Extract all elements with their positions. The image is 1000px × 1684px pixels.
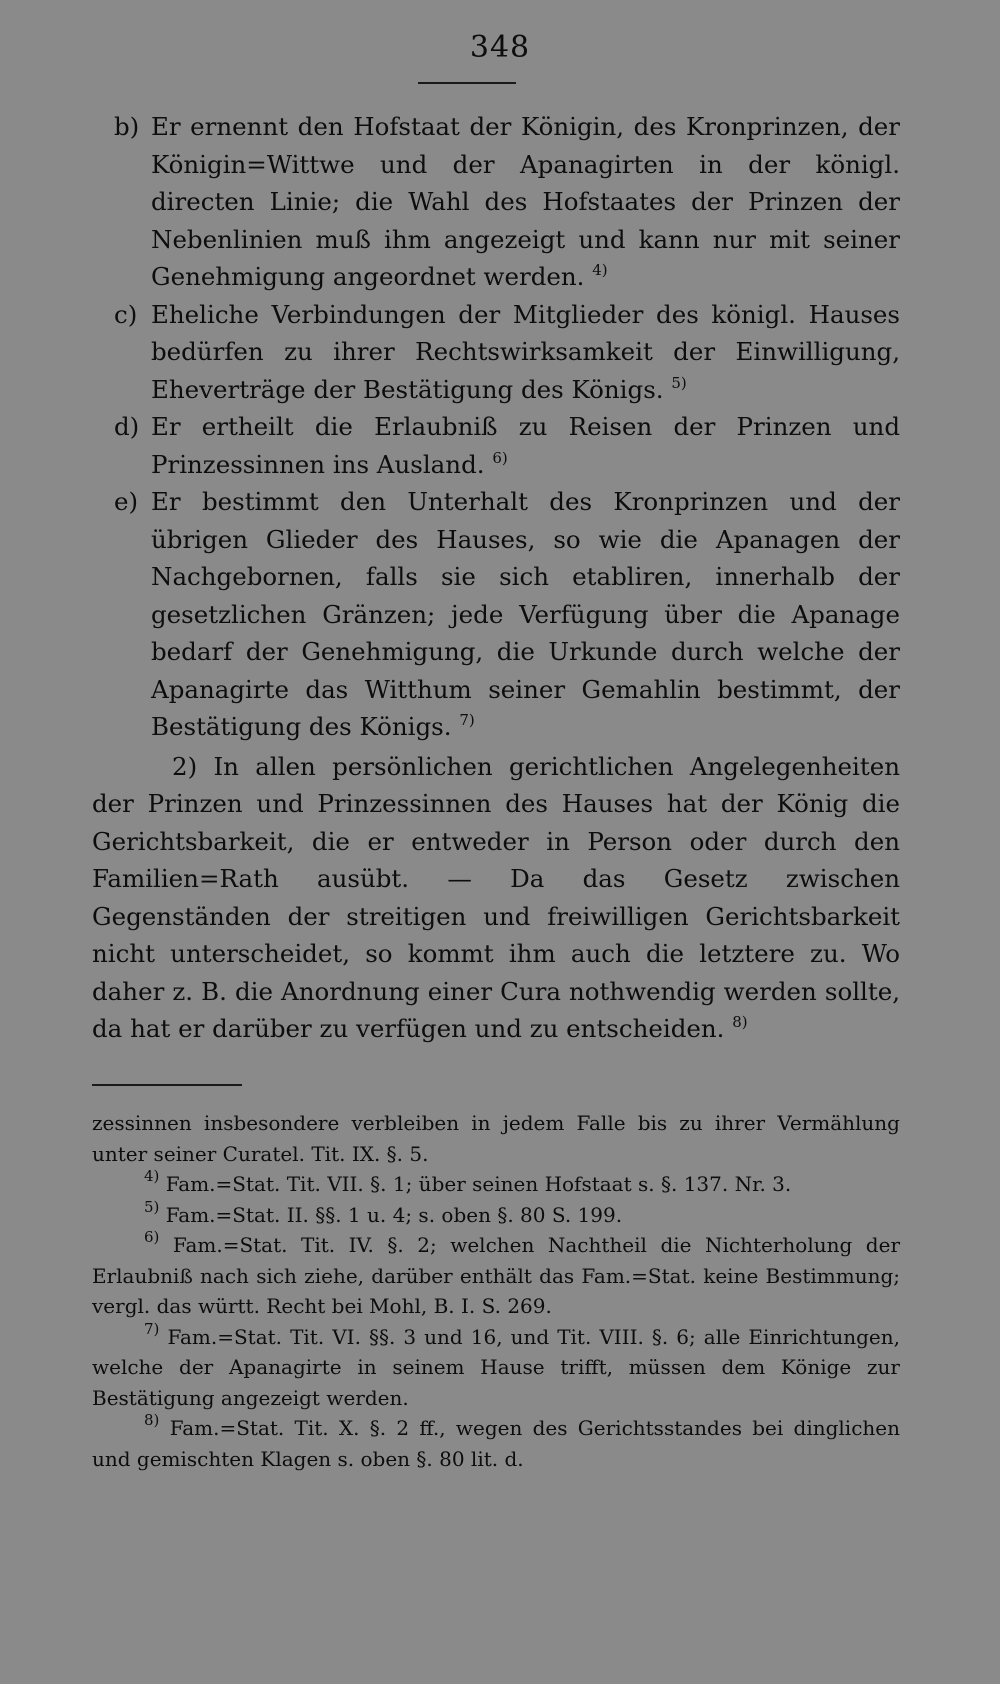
footnote-text: Fam.=Stat. Tit. VII. §. 1; über seinen Hofstaat s. §. 137. Nr. 3. [165, 1172, 792, 1196]
footnote-ref: 6) [492, 448, 508, 467]
footnote-number: 8) [144, 1411, 160, 1429]
footnotes [92, 1108, 900, 1474]
main-text [92, 108, 900, 1048]
header-rule [418, 82, 516, 84]
list-item-c [92, 296, 900, 409]
footnote-continuation: zessinnen insbesondere verbleiben in jedem Falle bis zu ihrer Vermählung unter seiner Curatel. Tit. IX. §. 5. [92, 1111, 900, 1166]
footnote-number: 5) [144, 1197, 160, 1216]
footnote-ref: 8) [732, 1013, 748, 1031]
footnote-text: Fam.=Stat. Tit. IV. §. 2; welchen Nachtheil die Nichterholung der Erlaubniß nach sich ziehe, darüber enthält das Fam.=Stat. keine Bestimmung; vergl. das württ. Recht bei Mohl, B. I. S. 269. [92, 1233, 900, 1318]
footnote-ref: 4) [592, 261, 608, 279]
footnote-8 [92, 1413, 900, 1474]
item-text: Er bestimmt den Unterhalt des Kronprinzen und der übrigen Glieder des Hauses, so wie die Apanagen der Nachgebornen, falls sie sich etabliren, innerhalb der gesetzlichen Gränzen; jede Verfügung über die Apanage bedarf der Genehmigung, die Urkunde durch welche der Apanagirte das Witthum seiner Gemahlin bestimmt, der Bestätigung des Königs. [151, 487, 900, 741]
footnote-rule [92, 1084, 242, 1086]
item-marker: d) [114, 412, 140, 441]
item-text: Er ertheilt die Erlaubniß zu Reisen der Prinzen und Prinzessinnen ins Ausland. [151, 412, 900, 479]
footnote-4 [92, 1169, 900, 1200]
list-item-e [92, 483, 900, 746]
footnote-ref: 7) [459, 711, 475, 729]
footnote-number: 7) [144, 1319, 160, 1338]
footnote-text: Fam.=Stat. Tit. VI. §§. 3 und 16, und Tit. VIII. §. 6; alle Einrichtungen, welche der Apanagirte in seinem Hause trifft, müssen dem Könige zur Bestätigung angezeigt werden. [92, 1324, 900, 1410]
footnote-number: 6) [144, 1228, 160, 1246]
item-text: Eheliche Verbindungen der Mitglieder des königl. Hauses bedürfen zu ihrer Rechtswirksamkeit der Einwilligung, Eheverträge der Bestätigung des Königs. [151, 299, 900, 404]
footnote-number: 4) [144, 1167, 160, 1185]
list-item-d [92, 408, 900, 483]
paragraph-text: 2) In allen persönlichen gerichtlichen Angelegenheiten der Prinzen und Prinzessinnen des Hauses hat der König die Gerichtsbarkeit, die er entweder in Person oder durch den Familien=Rath ausübt. — Da das Gesetz zwischen Gegenständen der streitigen und freiwilligen Gerichtsbarkeit nicht unterscheidet, so kommt ihm auch die letztere zu. Wo daher z. B. die Anordnung einer Cura nothwendig werden sollte, da hat er darüber zu verfügen und zu entscheiden. [92, 751, 900, 1043]
footnote-5 [92, 1197, 900, 1231]
footnote-text: Fam.=Stat. II. §§. 1 u. 4; s. oben §. 80 S. 199. [165, 1202, 623, 1227]
footnote-6 [92, 1230, 900, 1322]
list-item-b [92, 108, 900, 296]
footnote-7 [92, 1319, 900, 1414]
item-marker: b) [114, 112, 140, 141]
footnote-ref: 5) [671, 373, 687, 392]
page-number: 348 [469, 30, 531, 65]
item-text: Er ernennt den Hofstaat der Königin, des Kronprinzen, der Königin=Wittwe und der Apanagirten in der königl. directen Linie; die Wahl des Hofstaates der Prinzen der Nebenlinien muß ihm angezeigt und kann nur mit seiner Genehmigung angeordnet werden. [151, 112, 900, 291]
paragraph-2 [92, 748, 900, 1048]
item-marker: c) [114, 299, 138, 329]
item-marker: e) [114, 487, 139, 516]
footnote-text: Fam.=Stat. Tit. X. §. 2 ff., wegen des Gerichtsstandes bei dinglichen und gemischten Klagen s. oben §. 80 lit. d. [92, 1416, 900, 1471]
